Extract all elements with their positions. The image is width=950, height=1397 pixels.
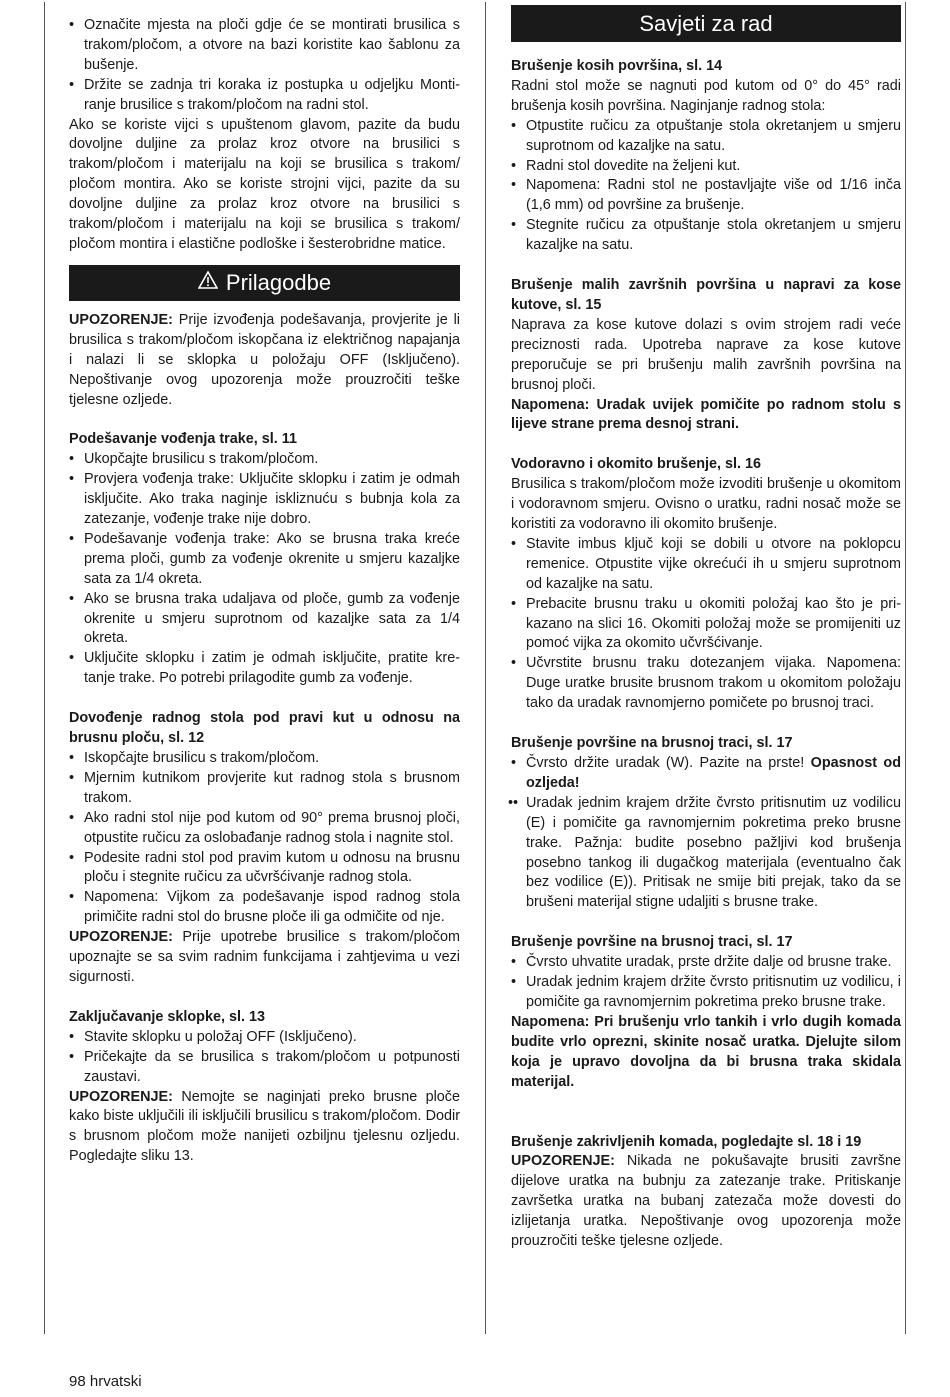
list-item: • Čvrsto uhvatite uradak, prste držite dalje od brusne trake. [511,953,901,973]
list-item: • Provjera vođenja trake: Uključite sklopku i zatim je odmah isključite. Ako traka naginje iskliznuću s bubnja kola za zatezanje, vođenje trake nije dobro. [69,470,460,530]
right-margin-rule [905,2,906,1334]
warning-label: UPOZORENJE: [69,1088,173,1105]
list-item: • Ako radni stol nije pod kutom od 90° prema brusnoj ploči, otpustite ručicu za oslobađanje radnog stola i nagnite stol. [69,809,460,849]
warning-text: Nemojte se naginjati preko brusne ploče kako biste uključili ili isključili brusilicu s trakom/pločom. Dodir s brusnom pločom može nanijeti ozbiljnu tjelesnu ozljedu. Pogledajte sliku 13. [69,1088,460,1165]
hv-heading: Vodoravno i okomito brušenje, sl. 16 [511,456,762,473]
adjust-warning [69,311,460,411]
left-column [69,16,460,1167]
square-heading: Dovođenje radnog stola pod pravi kut u odnosu na brusnu ploču, sl. 12 [69,710,460,747]
warning-triangle-icon [198,264,218,300]
lock-bullet-list [69,1028,460,1088]
square-bullet-list [69,749,460,928]
list-item: • Otpustite ručicu za otpuštanje stola okretanjem u smjeru suprotnom od kazaljke na satu. [511,117,901,157]
section-band-tips [511,5,901,42]
list-item: • Uključite sklopku i zatim je odmah isključite, pratite kretanje trake. Po potrebi prilagodite gumb za vođenje. [69,649,460,689]
square-warning [69,928,460,988]
section-title-tips: Savjeti za rad [639,11,773,36]
warning-label: UPOZORENJE: [69,311,173,328]
list-item: • Ukopčajte brusilicu s trakom/pločom. [69,450,460,470]
intro-paragraph: Ako se koriste vijci s upuštenom glavom, pazite da budu dovoljne duljine za prolaz kroz otvore na brusilici s trakom/pločom i materijalu na koji se brusilica s trakom/ pločom montira. Ako se koriste strojni vijci, pazite da su dovoljne duljine za prolaz kroz otvore na brusilici s trakom/pločom i materijalu na koji se brusilica s trakom/ pločom montira i elastične podloške i šesterobridne matice. [69,116,460,252]
list-item [511,754,901,794]
list-item: • Stegnite ručicu za otpuštanje stola okretanjem u smjeru kazaljke na satu. [511,216,901,256]
list-item: •• Uradak jednim krajem držite čvrsto pritisnutim uz vodilicu (E) i pomičite ga ravnomjernim pokretima preko brusne trake. Pažnja: budite posebno pažljivi kod brušenja posebno tankog ili dugačkog materijala (eventualno čak bez vodilice (E)). Pritisak ne smije biti prejak, tako da se brušeni materijal stigne udaljiti s brusne trake. [511,794,901,913]
list-item: • Stavite sklopku u položaj OFF (Isključeno). [69,1028,460,1048]
warning-label: UPOZORENJE: [511,1153,615,1170]
tracking-heading: Podešavanje vođenja trake, sl. 11 [69,431,297,448]
right-column [511,5,901,1252]
danger-note: Opasnost od ozljeda! [526,755,901,791]
list-item: • Držite se zadnja tri koraka iz postupka u odjeljku Montiranje brusilice s trakom/pločom na radni stol. [69,76,460,116]
hv-paragraph: Brusilica s trakom/pločom može izvoditi brušenje u okomitom i vodoravnom smjeru. Ovisno o uratku, radni nosač može se koristiti za vodoravno ili okomito brušenje. [511,476,901,533]
curve-heading: Brušenje zakrivljenih komada, pogledajte sl. 18 i 19 [511,1133,862,1150]
bevel-bullet-list [511,117,901,256]
list-item: • Ako se brusna traka udaljava od ploče, gumb za vođenje okrenite u smjeru suprotnom od kazaljke sata za 1/4 okreta. [69,590,460,650]
intro-bullet-list [69,16,460,116]
list-item: • Radni stol dovedite na željeni kut. [511,157,901,177]
list-item: • Označite mjesta na ploči gdje će se montirati brusilica s trakom/pločom, a otvore na bazi koristite kao šablonu za bušenje. [69,16,460,76]
warning-text: Prije izvođenja podešavanja, provjerite je li brusilica s trakom/pločom iskopčana iz električnog napajanja i nalazi li se sklopka u položaju OFF (Isključeno). Nepoštivanje ovog upozorenja može prouzročiti teške tjelesne ozljede. [69,311,460,408]
curve-warning [511,1152,901,1252]
list-item: • Pričekajte da se brusilica s trakom/pločom u potpunosti zaustavi. [69,1048,460,1088]
bevel-paragraph: Radni stol može se nagnuti pod kutom od 0° do 45° radi brušenja kosih površina. Naginjanje radnog stola: [511,77,901,114]
list-item: • Podešavanje vođenja trake: Ako se brusna traka kreće prema ploči, gumb za vođenje okrenite u smjeru kazaljke sata za 1/4 okreta. [69,530,460,590]
left-margin-rule [44,2,45,1334]
belt2-bullet-list [511,953,901,1013]
tracking-bullet-list [69,450,460,689]
list-item: • Napomena: Radni stol ne postavljajte više od 1/16 inča (1,6 mm) od površine za brušenje. [511,176,901,216]
belt2-heading: Brušenje površine na brusnoj traci, sl. 17 [511,934,793,951]
column-divider [485,2,486,1334]
lock-warning [69,1088,460,1168]
list-item: • Napomena: Vijkom za podešavanje ispod radnog stola primičite radni stol do brusne ploče ili ga odmičite od nje. [69,888,460,928]
warning-text: Nikada ne pokušavajte brusiti završne dijelove uratka na bubnju za zatezanje trake. Pritiskanje završetka uratka na bubanj zatezača može dovesti do izlijetanja uratka. Nepoštivanje ovog upozorenja može prouzročiti teške tjelesne ozljede. [511,1153,901,1250]
belt1-bullet-list [511,754,901,913]
page-footer: 98 hrvatski [69,1373,142,1390]
warning-label: UPOZORENJE: [69,929,173,946]
miter-heading: Brušenje malih završnih površina u napravi za kose kutove, sl. 15 [511,277,901,313]
list-item: • Mjernim kutnikom provjerite kut radnog stola s brusnom trakom. [69,769,460,809]
list-item: • Prebacite brusnu traku u okomiti položaj kao što je prikazano na slici 16. Okomiti položaj može se promijeniti uz pomoć vijka za okomito učvršćivanje. [511,595,901,655]
list-item: • Učvrstite brusnu traku dotezanjem vijaka. Napomena: Duge uratke brusite brusnom trakom u okomitom položaju tako da uradak ravnomjerno pomičete po brusnoj traci. [511,654,901,714]
belt2-note: Napomena: Pri brušenju vrlo tankih i vrlo dugih komada budite vrlo oprezni, skinite nosač uratka. Djelujte silom koja je upravo dovoljna da bi brusna traka skidala materijal. [511,1013,901,1090]
list-item: • Podesite radni stol pod pravim kutom u odnosu na brusnu ploču i stegnite ručicu za učvršćivanje radnog stola. [69,849,460,889]
list-item-text: Čvrsto držite uradak (W). Pazite na prste! [526,755,811,771]
list-item: • Uradak jednim krajem držite čvrsto pritisnutim uz vodilicu, i pomičite ga ravnomjernim pokretima preko brusne trake. [511,973,901,1013]
miter-paragraph: Naprava za kose kutove dolazi s ovim strojem radi veće preciznosti rada. Upotreba naprave za kose kutove preporučuje se pri brušenju malih završnih površina na brusnoj ploči. [511,316,901,393]
warning-text: Prije upotrebe brusilice s trakom/pločom upoznajte se sa svim radnim funkcijama i zahtjevima u vezi sigurnosti. [69,929,460,985]
section-title-adjustments: Prilagodbe [225,269,332,295]
belt1-heading: Brušenje površine na brusnoj traci, sl. 17 [511,735,793,752]
section-band-adjustments [69,265,460,301]
miter-note: Napomena: Uradak uvijek pomičite po radnom stolu s lijeve strane prema desnoj strani. [511,396,901,433]
bevel-heading: Brušenje kosih površina, sl. 14 [511,58,723,74]
lock-heading: Zaključavanje sklopke, sl. 13 [69,1008,265,1025]
list-item: • Iskopčajte brusilicu s trakom/pločom. [69,749,460,769]
list-item: • Stavite imbus ključ koji se dobili u otvore na poklopcu remenice. Otpustite vijke okrećući ih u smjeru suprotnom od kazaljke na satu. [511,535,901,595]
hv-bullet-list [511,535,901,714]
